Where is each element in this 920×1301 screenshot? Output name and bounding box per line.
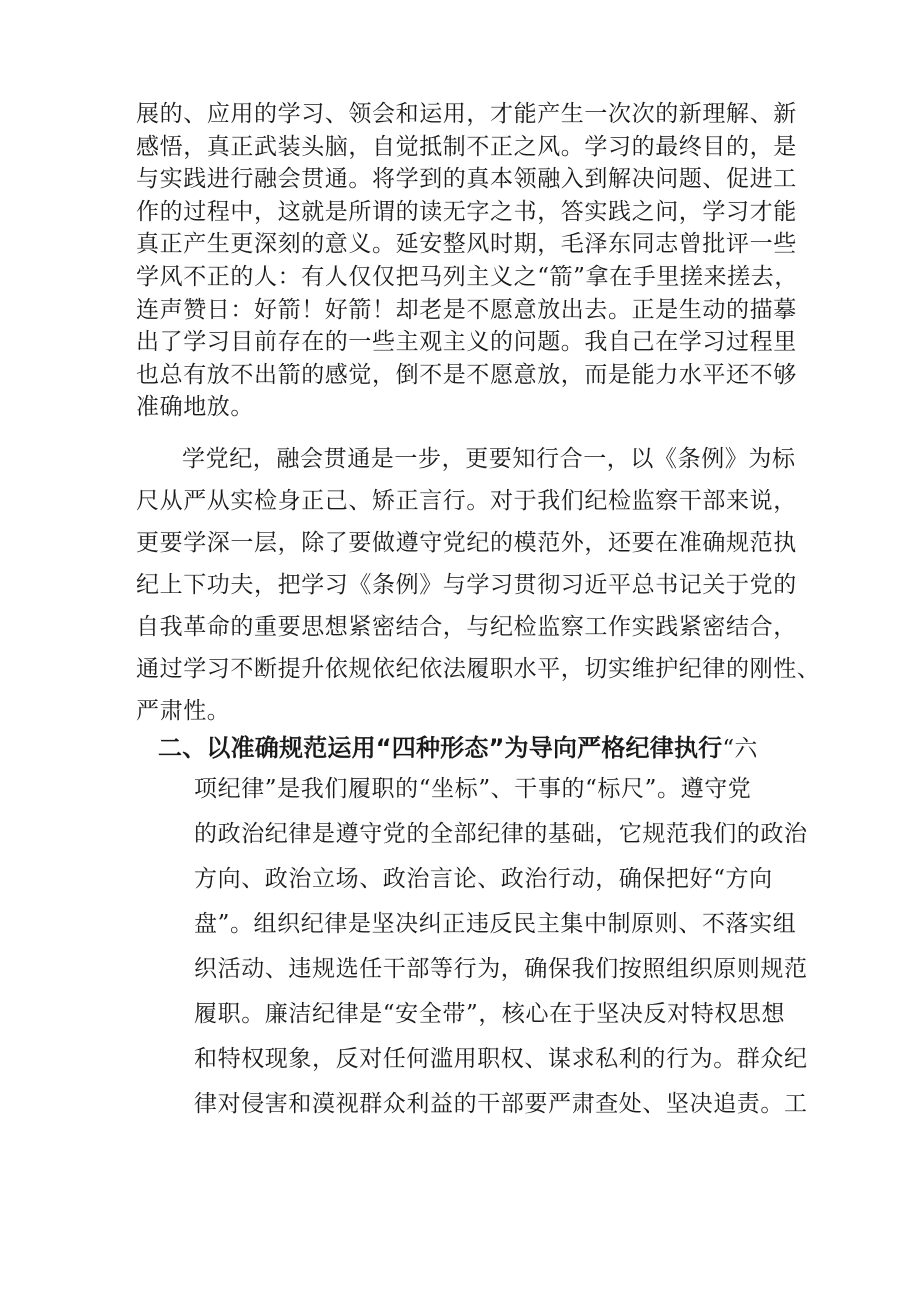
paragraph-line: 纪上下功夫，把学习《条例》与学习贯彻习近平总书记关于党的 bbox=[136, 572, 797, 598]
paragraph-line: 律对侵害和漠视群众利益的干部要严肃查处、坚决追责。工 bbox=[194, 1091, 808, 1117]
paragraph-line: 尺从严从实检身正己、矫正言行。对于我们纪检监察干部来说， bbox=[136, 488, 797, 514]
paragraph-line: 方向、政治立场、政治言论、政治行动，确保把好“方向 bbox=[194, 866, 773, 892]
paragraph-line: 与实践进行融会贯通。将学到的真本领融入到解决问题、促进工 bbox=[136, 166, 797, 192]
paragraph-line: 准确地放。 bbox=[136, 394, 254, 420]
paragraph-line: 盘”。组织纪律是坚决纠正违反民主集中制原则、不落实组 bbox=[194, 911, 797, 937]
paragraph-line: 更要学深一层，除了要做遵守党纪的模范外，还要在准确规范执 bbox=[136, 530, 797, 556]
paragraph-line: 履职。廉洁纪律是“安全带”，核心在于坚决反对特权思想 bbox=[194, 1001, 786, 1027]
section-heading bbox=[158, 736, 758, 761]
paragraph-line: 也总有放不出箭的感觉，倒不是不愿意放，而是能力水平还不够 bbox=[136, 362, 797, 388]
paragraph-line: 作的过程中，这就是所谓的读无字之书，答实践之问，学习才能 bbox=[136, 199, 797, 225]
paragraph-line: 出了学习目前存在的一些主观主义的问题。我自己在学习过程里 bbox=[136, 329, 797, 355]
paragraph-line: 感悟，真正武装头脑，自觉抵制不正之风。学习的最终目的，是 bbox=[136, 134, 797, 160]
paragraph-line: 通过学习不断提升依规依纪依法履职水平，切实维护纪律的刚性、 bbox=[136, 656, 821, 682]
paragraph-line: 项纪律”是我们履职的“坐标”、干事的“标尺”。遵守党 bbox=[194, 776, 752, 802]
paragraph-line: 和特权现象，反对任何滥用职权、谋求私利的行为。群众纪 bbox=[194, 1046, 808, 1072]
paragraph-line: 的政治纪律是遵守党的全部纪律的基础，它规范我们的政治 bbox=[194, 821, 808, 847]
paragraph-line: 自我革命的重要思想紧密结合，与纪检监察工作实践紧密结合， bbox=[136, 614, 797, 640]
paragraph-line: 连声赞日：好箭！好箭！却老是不愿意放出去。正是生动的描摹 bbox=[136, 297, 797, 323]
paragraph-line: 织活动、违规选任干部等行为，确保我们按照组织原则规范 bbox=[194, 956, 808, 982]
paragraph-line: 真正产生更深刻的意义。延安整风时期，毛泽东同志曾批评一些 bbox=[136, 231, 797, 257]
paragraph-line: 展的、应用的学习、领会和运用，才能产生一次次的新理解、新 bbox=[136, 101, 797, 127]
section-heading-tail: “六 bbox=[722, 736, 758, 762]
paragraph-line: 学风不正的人：有人仅仅把马列主义之“箭”拿在手里搓来搓去， bbox=[136, 264, 798, 290]
paragraph-line: 严肃性。 bbox=[136, 698, 231, 724]
paragraph-line: 学党纪，融会贯通是一步，更要知行合一，以《条例》为标 bbox=[182, 446, 796, 472]
section-heading-title: 二、以准确规范运用“四种形态”为导向严格纪律执行 bbox=[158, 734, 723, 762]
